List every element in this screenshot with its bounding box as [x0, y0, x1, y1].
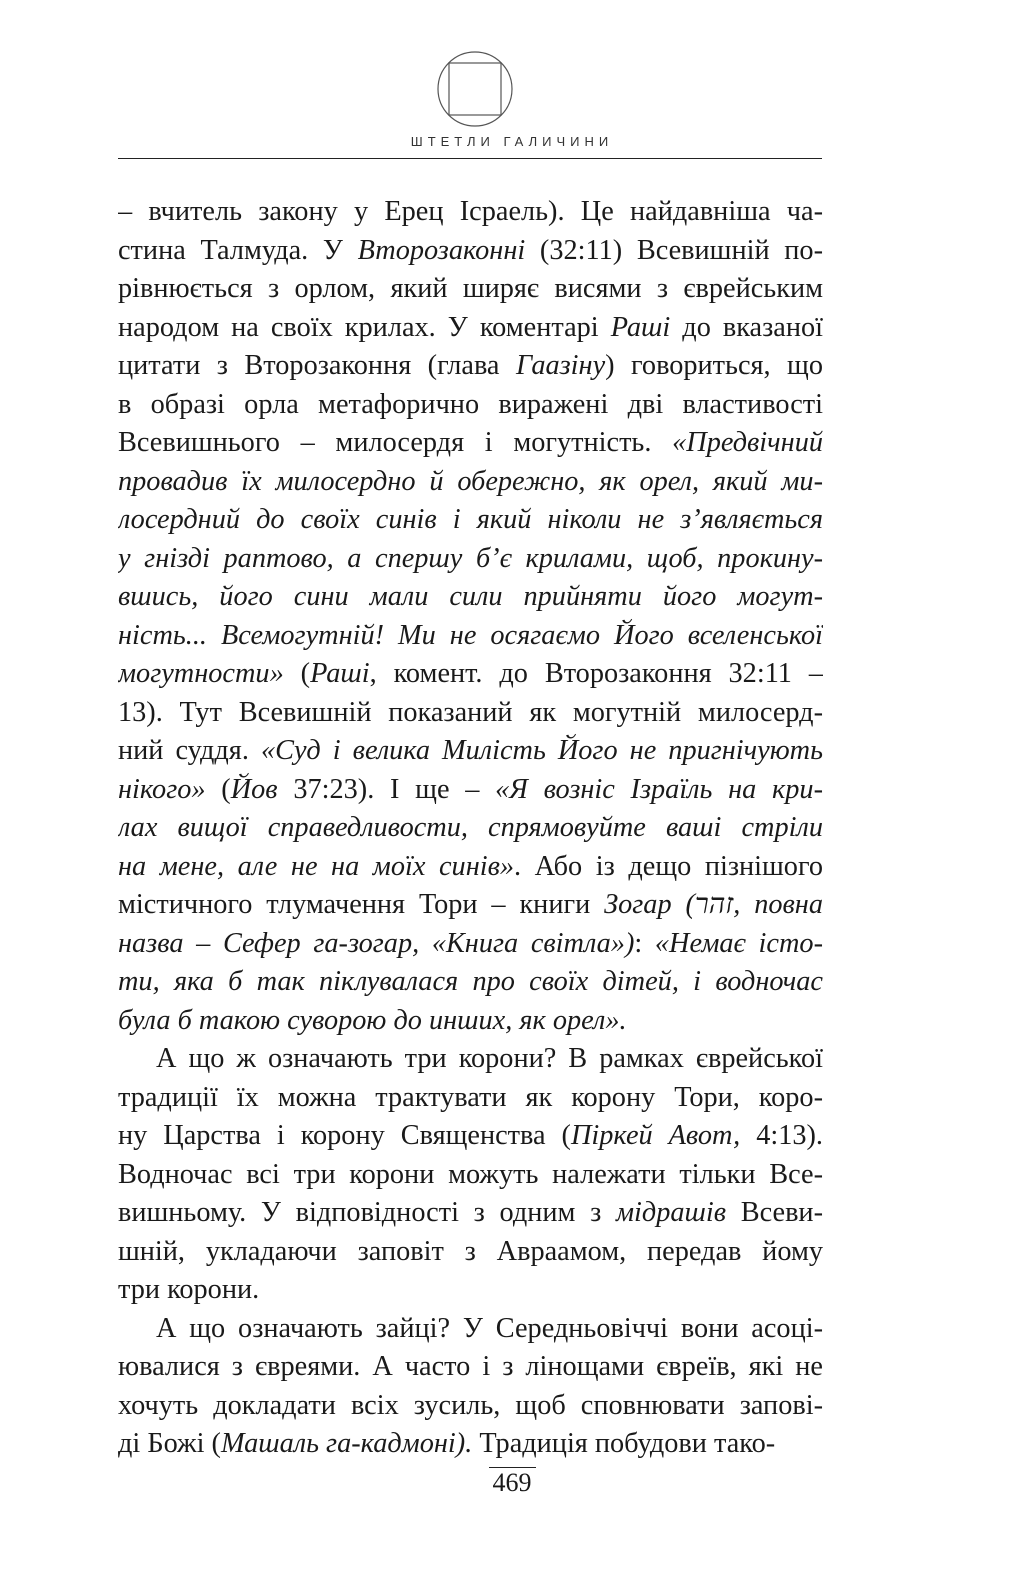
italic-text: була б такою суворою до инших, як орел».	[118, 1004, 627, 1036]
text-line	[118, 1387, 823, 1426]
italic-text: «Суд і велика Милість Його не пригнічують	[260, 735, 823, 766]
text-span: , комент. до Второзаконня 32:11 –	[369, 658, 823, 689]
text-line	[118, 1117, 823, 1156]
italic-text: Гаазіну	[515, 350, 606, 381]
italic-text: нікого»	[118, 773, 206, 805]
text-span: вишньому. У відповідності з одним з	[118, 1197, 616, 1228]
text-line	[118, 1040, 823, 1079]
text-line	[118, 1079, 823, 1118]
italic-text: провадив їх милосердно й обережно, як орел, який ми-	[118, 465, 823, 497]
italic-text: Зогар (זהר, повна	[604, 889, 823, 920]
text-line	[118, 848, 823, 887]
running-head: ШТЕТЛИ ГАЛИЧИНИ	[410, 134, 614, 149]
text-line	[118, 809, 823, 848]
italic-text: Второзаконні	[357, 234, 526, 266]
text-span: (	[205, 773, 231, 805]
text-span: Традиція побудови тако-	[472, 1428, 776, 1459]
italic-text: у гнізді раптово, а спершу б’є крилами, щоб, прокину-	[118, 542, 823, 574]
text-line	[118, 886, 823, 925]
text-span: Водночас всі три корони можуть належати тільки Все-	[118, 1158, 823, 1190]
text-span: ювалися з євреями. А часто і з лінощами євреїв, які не	[118, 1351, 823, 1382]
text-line	[118, 1348, 823, 1387]
text-span: рівнюється з орлом, який ширяє висями з єврейським	[118, 273, 823, 304]
text-span: (	[283, 658, 311, 689]
text-line	[118, 463, 823, 502]
italic-text: Піркей Авот,	[570, 1120, 741, 1151]
text-span: три корони.	[118, 1274, 260, 1305]
text-line	[118, 386, 823, 425]
text-line	[118, 1156, 823, 1195]
text-span: ) говориться, що	[605, 350, 823, 381]
italic-text: Раші	[610, 311, 671, 343]
text-span: шній, укладаючи заповіт з Авраамом, передав йому	[118, 1235, 823, 1267]
header-rule	[118, 158, 822, 159]
text-span: ний суддя.	[118, 735, 261, 766]
text-line	[118, 694, 823, 733]
text-line	[118, 424, 823, 463]
text-line	[118, 1194, 823, 1233]
italic-text: ність... Всемогутній! Ми не осягаємо Його вселенської	[118, 619, 823, 651]
page-number	[0, 1468, 1024, 1498]
text-span: 13). Тут Всевишній показаний як могутній милосерд-	[118, 696, 823, 728]
text-span: народом на своїх крилах. У коментарі	[118, 311, 611, 343]
italic-text: Машаль га-кадмоні).	[220, 1428, 473, 1459]
text-span: стина Талмуда. У	[118, 234, 358, 266]
italic-text: Йов	[230, 773, 278, 805]
text-line	[118, 617, 823, 656]
text-span: ді Божі (	[118, 1428, 221, 1459]
italic-text: на мене, але не на моїх синів»	[118, 850, 515, 882]
text-span: цитати з Второзаконня (глава	[118, 350, 516, 381]
text-line	[118, 347, 823, 386]
text-span: містичного тлумачення Тори – книги	[118, 889, 605, 920]
italic-text: лосердний до своїх синів і який ніколи не з’являється	[118, 504, 823, 535]
text-span: Всеви-	[726, 1197, 823, 1228]
text-line	[118, 232, 823, 271]
text-span: в образі орла метафорично виражені дві властивості	[118, 388, 823, 420]
text-line	[118, 732, 823, 771]
text-span: . Або із дещо пізнішого	[514, 850, 823, 882]
text-line	[118, 540, 823, 579]
italic-text: «Немає істо-	[654, 927, 823, 959]
text-line	[118, 771, 823, 810]
paragraph	[118, 193, 823, 1040]
italic-text: «Я возніс Ізраїль на кри-	[495, 773, 823, 805]
text-line	[118, 193, 823, 232]
text-span: ну Царства і корону Священства (	[118, 1120, 571, 1151]
italic-text: «Предвічний	[672, 427, 823, 458]
text-span: (32:11) Всевишній по-	[525, 234, 823, 266]
text-line	[118, 309, 823, 348]
italic-text: мідрашів	[616, 1197, 727, 1228]
text-span: – вчитель закону у Ерец Ісраель). Це найдавніша ча-	[118, 196, 823, 227]
italic-text: ти, яка б так піклувалася про своїх дітей, і водночас	[118, 966, 823, 997]
text-line	[118, 270, 823, 309]
text-span: 4:13).	[740, 1120, 823, 1151]
text-span: хочуть докладати всіх зусиль, щоб сповнювати запові-	[118, 1389, 823, 1421]
italic-text: вшись, його сини мали сили прийняти його могут-	[118, 581, 823, 612]
body-text	[118, 193, 823, 1464]
text-line	[118, 925, 823, 964]
text-line	[118, 1425, 823, 1464]
text-span: А що ж означають три корони? В рамках єврейської	[156, 1043, 823, 1074]
text-line	[118, 1233, 823, 1272]
circle-square-logo-icon	[436, 50, 514, 128]
text-line	[118, 501, 823, 540]
italic-text: Раші	[310, 658, 370, 689]
text-span: А що означають зайці? У Середньовіччі вони асоці-	[156, 1312, 823, 1344]
text-line	[118, 1310, 823, 1349]
text-span: традиції їх можна трактувати як корону Тори, коро-	[118, 1081, 823, 1113]
paragraph	[118, 1040, 823, 1310]
text-line	[118, 1271, 823, 1310]
italic-text: могутности»	[118, 658, 284, 689]
italic-text: назва – Сефер га-зогар, «Книга світла»)	[118, 927, 635, 959]
text-span: до вказаної	[670, 311, 823, 343]
page-number-value: 469	[489, 1467, 536, 1497]
paragraph	[118, 1310, 823, 1464]
text-span: :	[634, 927, 655, 959]
italic-text: лах вищої справедливости, спрямовуйте ваші стріли	[118, 812, 823, 843]
text-line	[118, 578, 823, 617]
text-line	[118, 963, 823, 1002]
text-line	[118, 1002, 823, 1041]
text-span: Всевишнього – милосердя і могутність.	[118, 427, 673, 458]
text-line	[118, 655, 823, 694]
text-span: 37:23). І ще –	[277, 773, 496, 805]
